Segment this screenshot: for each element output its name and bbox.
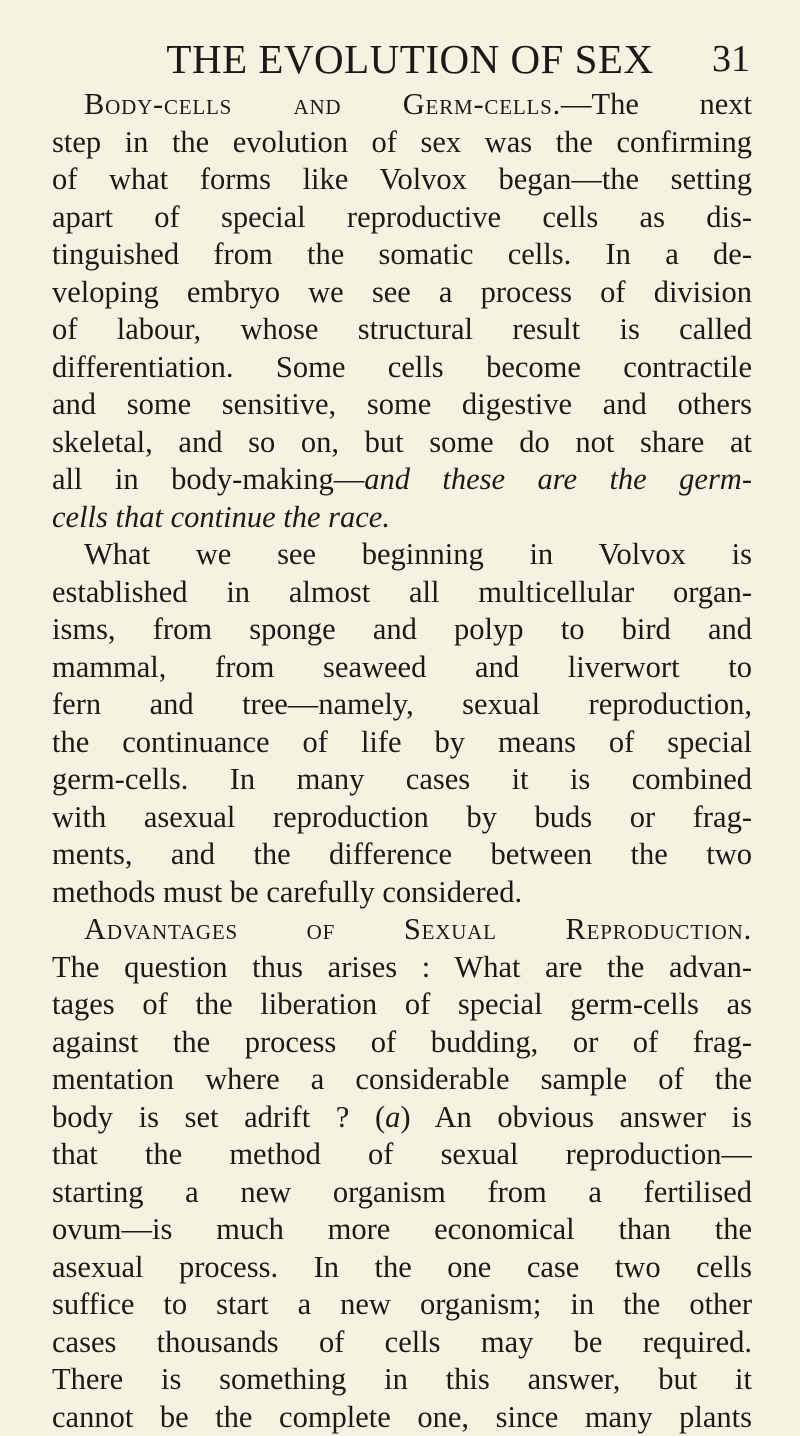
line-text: all in body-making— xyxy=(52,462,364,496)
text-line: isms, from sponge and polyp to bird and xyxy=(52,611,752,649)
text-line: with asexual reproduction by buds or frag- xyxy=(52,799,752,837)
body-text xyxy=(52,86,752,1436)
text-line: cells that continue the race. xyxy=(52,499,752,537)
text-line: apart of special reproductive cells as dis- xyxy=(52,199,752,237)
text-line: the continuance of life by means of special xyxy=(52,724,752,762)
text-line: established in almost all multicellular organ- xyxy=(52,574,752,612)
text-line: ovum—is much more economical than the xyxy=(52,1211,752,1249)
text-line: germ-cells. In many cases it is combined xyxy=(52,761,752,799)
text-line: There is something in this answer, but it xyxy=(52,1361,752,1399)
text-line: What we see beginning in Volvox is xyxy=(52,536,752,574)
italic-letter: a xyxy=(385,1100,400,1134)
text-line: ments, and the difference between the two xyxy=(52,836,752,874)
text-line: against the process of budding, or of frag- xyxy=(52,1024,752,1062)
running-head xyxy=(70,36,750,82)
text-line: tinguished from the somatic cells. In a de- xyxy=(52,236,752,274)
text-line: asexual process. In the one case two cells xyxy=(52,1249,752,1287)
text-line: methods must be carefully considered. xyxy=(52,874,752,912)
text-line xyxy=(52,1099,752,1137)
line-text: —The next xyxy=(561,87,752,121)
text-line xyxy=(52,461,752,499)
line-text: ) An obvious answer is xyxy=(400,1100,752,1134)
text-line: of labour, whose structural result is called xyxy=(52,311,752,349)
text-line: mammal, from seaweed and liverwort to xyxy=(52,649,752,687)
line-text: body is set adrift ? ( xyxy=(52,1100,385,1134)
text-line xyxy=(52,911,752,949)
text-line: suffice to start a new organism; in the other xyxy=(52,1286,752,1324)
text-line: starting a new organism from a fertilised xyxy=(52,1174,752,1212)
section-heading: Body-cells and Germ-cells. xyxy=(84,87,561,121)
italic-text: and these are the germ- xyxy=(364,462,752,496)
text-line: that the method of sexual reproduction— xyxy=(52,1136,752,1174)
text-line: cannot be the complete one, since many plants xyxy=(52,1399,752,1436)
text-line: of what forms like Volvox began—the setting xyxy=(52,161,752,199)
text-line: fern and tree—namely, sexual reproduction, xyxy=(52,686,752,724)
text-line: veloping embryo we see a process of division xyxy=(52,274,752,312)
text-line: step in the evolution of sex was the confirming xyxy=(52,124,752,162)
page-number: 31 xyxy=(712,36,750,82)
text-line: mentation where a considerable sample of the xyxy=(52,1061,752,1099)
text-line: differentiation. Some cells become contractile xyxy=(52,349,752,387)
text-line: The question thus arises : What are the advan- xyxy=(52,949,752,987)
running-title: THE EVOLUTION OF SEX xyxy=(70,36,750,82)
section-heading: Advantages of Sexual Reproduction. xyxy=(84,912,752,946)
text-line: skeletal, and so on, but some do not share at xyxy=(52,424,752,462)
text-line xyxy=(52,86,752,124)
text-line: and some sensitive, some digestive and others xyxy=(52,386,752,424)
text-line: tages of the liberation of special germ-cells as xyxy=(52,986,752,1024)
text-line: cases thousands of cells may be required. xyxy=(52,1324,752,1362)
